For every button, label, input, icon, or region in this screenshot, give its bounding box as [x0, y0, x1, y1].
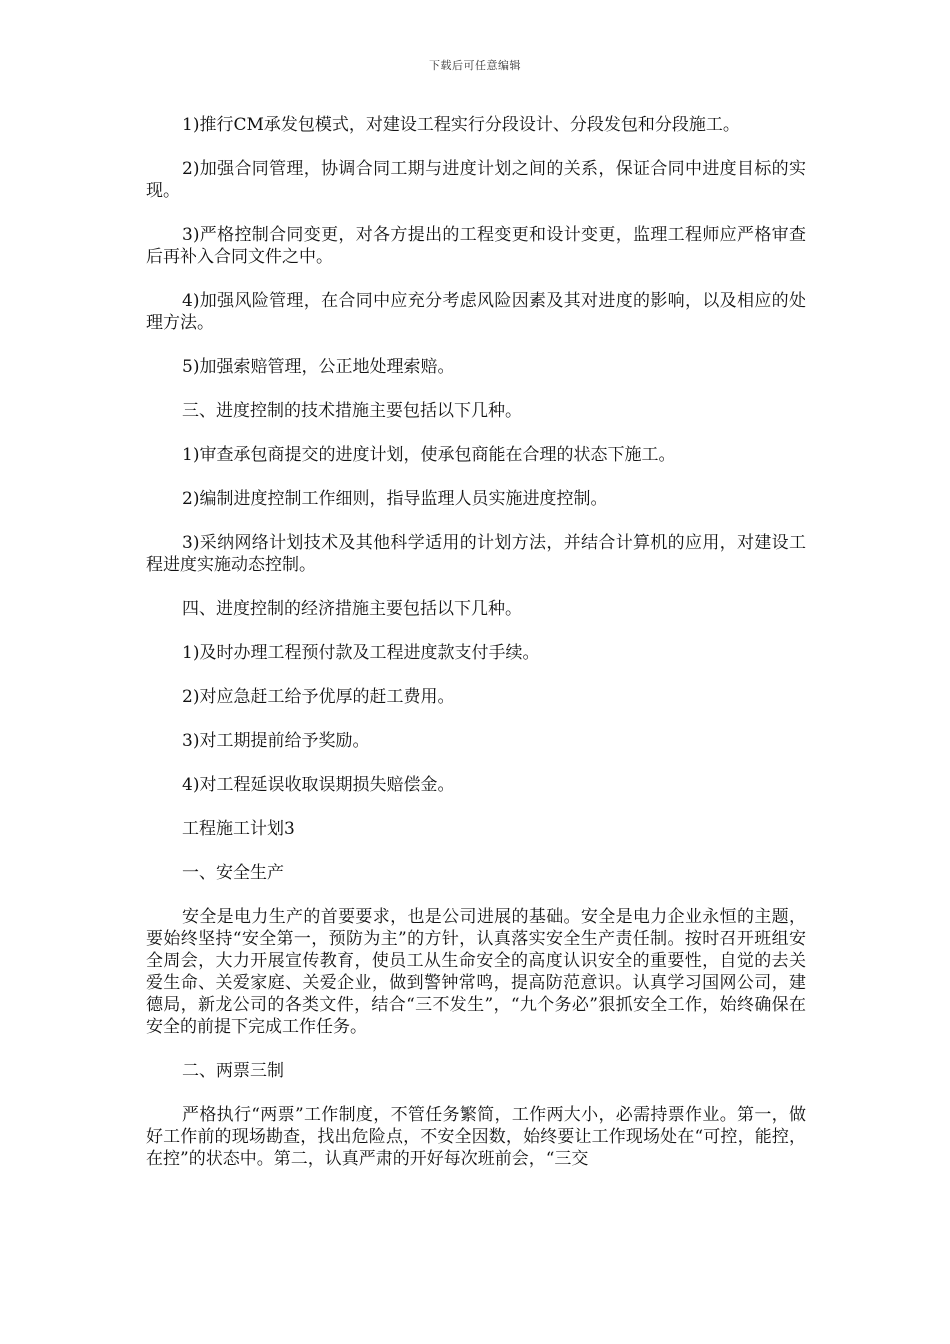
document-title: 工程施工计划3 [182, 819, 295, 839]
paragraph: 严格执行“两票”工作制度，不管任务繁简，工作两大小，必需持票作业。第一，做好工作前的现场勘查，找出危险点，不安全因数，始终要让工作现场处在“可控，能控，在控”的状态中。第二，认真严肃的开好每次班前会，“三交 [146, 1105, 806, 1169]
paragraph: 安全是电力生产的首要要求，也是公司进展的基础。安全是电力企业永恒的主题，要始终坚持“安全第一，预防为主”的方针，认真落实安全生产责任制。按时召开班组安全周会，大力开展宣传教育，使员工从生命安全的高度认识安全的重要性，自觉的去关爱生命、关爱家庭、关爱企业，做到警钟常鸣，提高防范意识。认真学习国网公司，建德局，新龙公司的各类文件，结合“三不发生”，“九个务必”狠抓安全工作，始终确保在安全的前提下完成工作任务。 [146, 907, 806, 1037]
section-heading: 一、安全生产 [182, 863, 284, 883]
paragraph: 4)加强风险管理，在合同中应充分考虑风险因素及其对进度的影响，以及相应的处理方法。 [146, 291, 806, 333]
section-heading: 三、进度控制的技术措施主要包括以下几种。 [182, 401, 522, 421]
paragraph: 3)采纳网络计划技术及其他科学适用的计划方法，并结合计算机的应用，对建设工程进度实施动态控制。 [146, 533, 806, 575]
paragraph: 2)加强合同管理，协调合同工期与进度计划之间的关系，保证合同中进度目标的实现。 [146, 159, 806, 201]
paragraph: 1)推行CM承发包模式，对建设工程实行分段设计、分段发包和分段施工。 [182, 115, 740, 135]
paragraph: 3)对工期提前给予奖励。 [182, 731, 370, 751]
paragraph: 2)编制进度控制工作细则，指导监理人员实施进度控制。 [182, 489, 608, 509]
paragraph: 2)对应急赶工给予优厚的赶工费用。 [182, 687, 455, 707]
paragraph: 3)严格控制合同变更，对各方提出的工程变更和设计变更，监理工程师应严格审查后再补入合同文件之中。 [146, 225, 806, 267]
paragraph: 4)对工程延误收取误期损失赔偿金。 [182, 775, 455, 795]
document-body [146, 114, 806, 1192]
paragraph: 1)及时办理工程预付款及工程进度款支付手续。 [182, 643, 540, 663]
section-heading: 四、进度控制的经济措施主要包括以下几种。 [182, 599, 522, 619]
paragraph: 5)加强索赔管理，公正地处理索赔。 [182, 357, 455, 377]
paragraph: 1)审查承包商提交的进度计划，使承包商能在合理的状态下施工。 [182, 445, 676, 465]
page-header: 下载后可任意编辑 [429, 59, 521, 72]
section-heading: 二、两票三制 [182, 1061, 284, 1081]
